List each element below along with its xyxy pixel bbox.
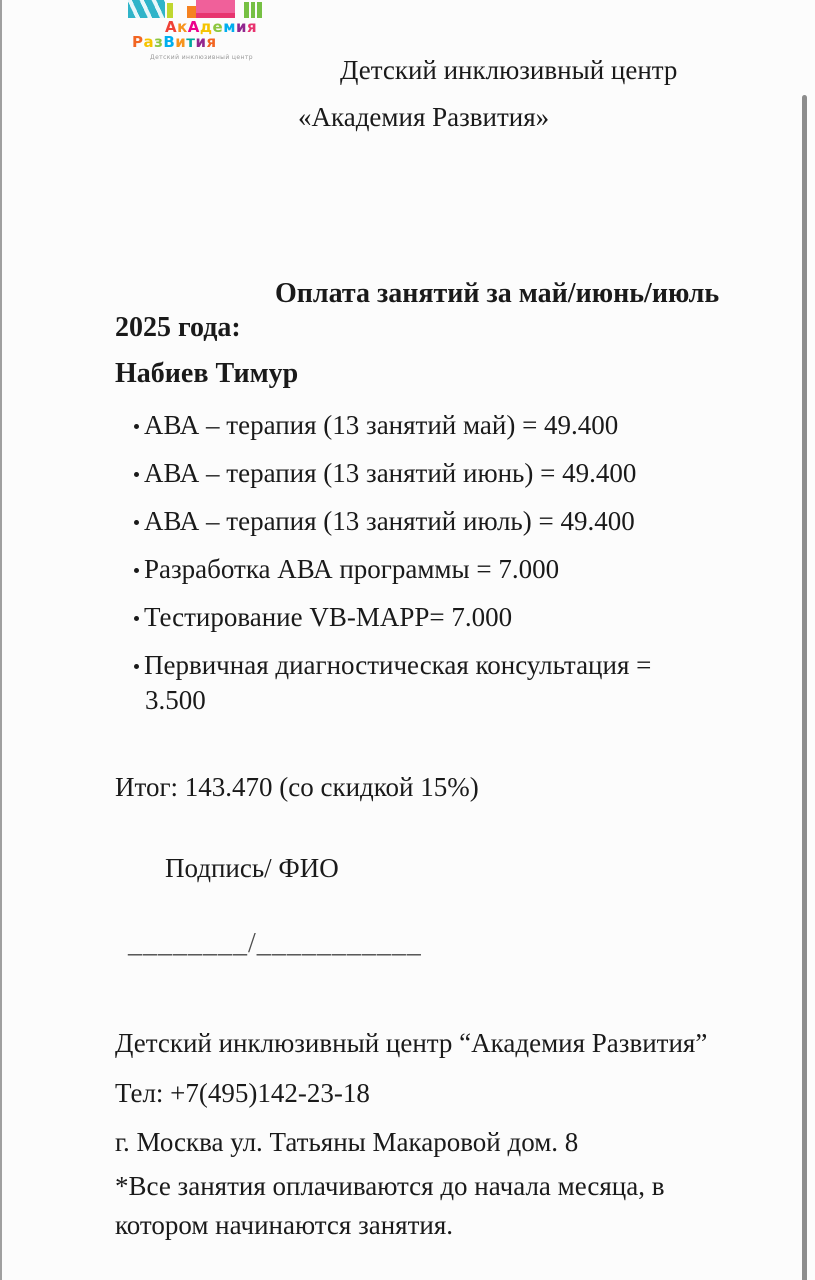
bullet-icon [134, 424, 139, 429]
bullet-icon [134, 568, 139, 573]
bullet-icon [134, 520, 139, 525]
list-item [144, 650, 651, 681]
list-item-text: АВА – терапия (13 занятий июль) = 49.400 [144, 506, 635, 536]
list-item [144, 458, 636, 489]
logo-castle-block-pink [196, 0, 235, 13]
list-item-text: Первичная диагностическая консультация = [144, 650, 652, 680]
client-name: Набиев Тимур [115, 358, 299, 389]
footer-note-line2: котором начинаются занятия. [115, 1210, 454, 1240]
signature-label: Подпись/ ФИО [165, 853, 339, 883]
signature-line: ________/___________ [128, 928, 422, 959]
scrollbar-thumb[interactable] [802, 95, 807, 1280]
footer-note-line1: *Все занятия оплачиваются до начала месяца, в [115, 1171, 665, 1201]
logo-castle-block-orange [187, 6, 196, 18]
header-line1: Детский инклюзивный центр [340, 55, 678, 85]
logo-subtitle: Детский инклюзивный центр [150, 54, 253, 61]
list-item-text: АВА – терапия (13 занятий май) = 49.400 [144, 410, 619, 440]
doc-title-line2: 2025 года: [115, 312, 241, 343]
list-item [144, 506, 635, 537]
center-logo [125, 0, 270, 64]
list-item [144, 602, 512, 633]
list-item-text: Тестирование VB-MAPP= 7.000 [144, 602, 513, 632]
logo-castle-towers-green [244, 2, 262, 18]
list-item [144, 410, 618, 441]
list-item-text: АВА – терапия (13 занятий июнь) = 49.400 [144, 458, 637, 488]
list-item [144, 554, 559, 585]
header-line2: «Академия Развития» [298, 102, 550, 132]
footer-address: г. Москва ул. Татьяны Макаровой дом. 8 [115, 1127, 579, 1157]
logo-text-razvitiya: РазВития [132, 33, 217, 51]
footer-phone: Тел: +7(495)142-23-18 [115, 1078, 370, 1108]
bullet-icon [134, 472, 139, 477]
bullet-icon [134, 616, 139, 621]
logo-castle-block-teal [128, 0, 165, 18]
page-left-edge [0, 0, 2, 1280]
logo-text-akademiya: АкАдемия [165, 18, 258, 36]
list-item-text: Разработка АВА программы = 7.000 [144, 554, 560, 584]
doc-title-line1: Оплата занятий за май/июнь/июль [275, 278, 720, 309]
logo-castle-block-lime [167, 3, 173, 18]
bullet-icon [134, 664, 139, 669]
total-line: Итог: 143.470 (со скидкой 15%) [115, 772, 479, 802]
list-item-wrap-value: 3.500 [145, 685, 206, 715]
footer-org-name: Детский инклюзивный центр “Академия Развития” [115, 1028, 708, 1058]
